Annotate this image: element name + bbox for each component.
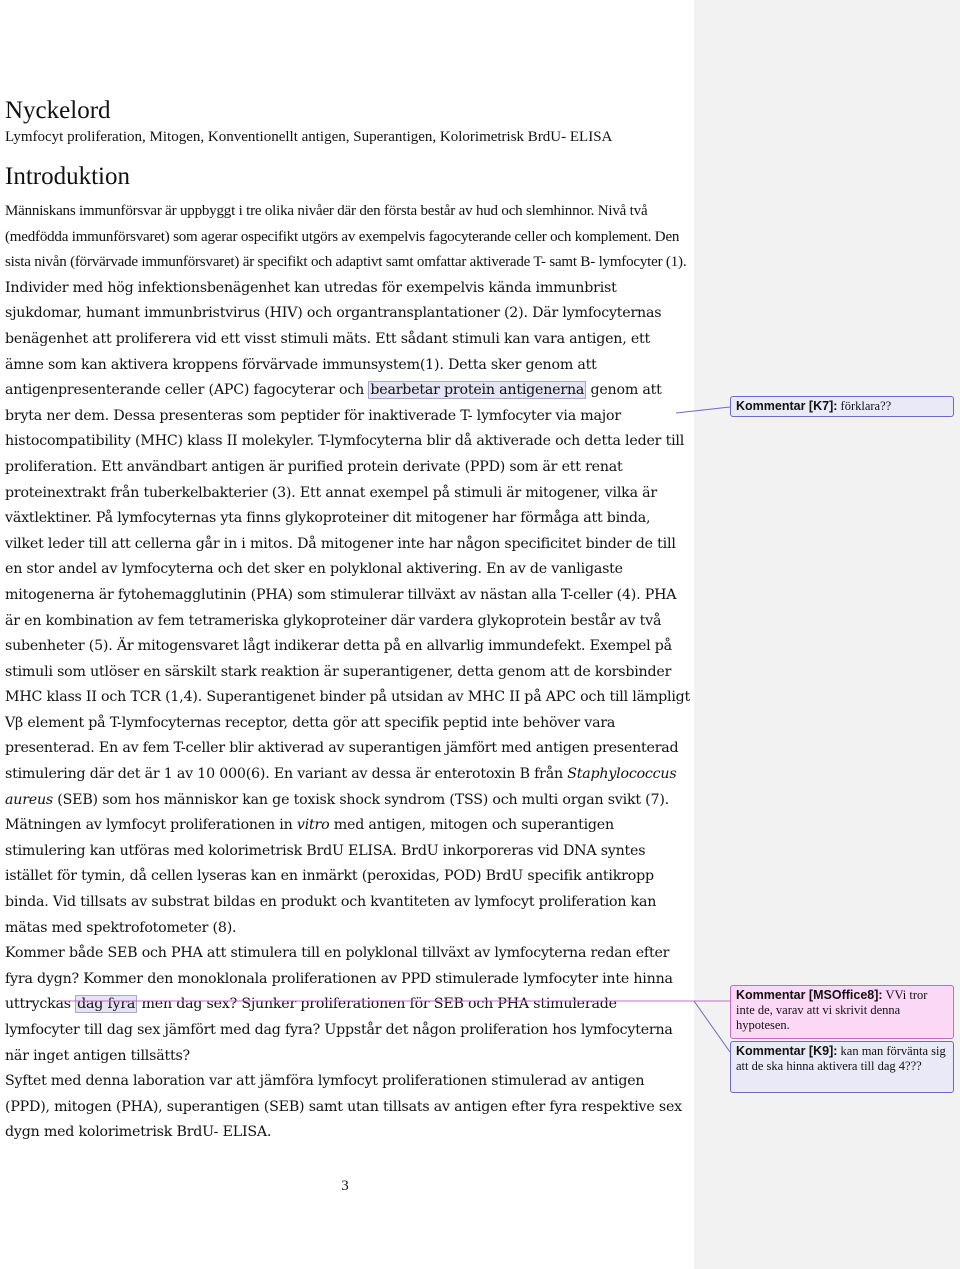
comment-text: VVi tror inte de, varav att vi skrivit denna hypotesen.	[736, 988, 928, 1032]
hypothesis-paragraph	[5, 941, 691, 1069]
comment-label: Kommentar [K9]:	[736, 1044, 838, 1058]
species-name: Staphylococcus aureus	[5, 766, 677, 808]
comment-label: Kommentar [MSOffice8]:	[736, 988, 883, 1002]
hypothesis-text-b: men dag sex? Sjunker proliferationen för SEB och PHA stimulerade lymfocyter till dag sex jämfört med dag fyra? Uppstår det någon proliferation hos lymfocyterna när inget antigen tillsätts?	[5, 996, 673, 1064]
commented-text-k7[interactable]: bearbetar protein antigenerna	[370, 382, 585, 399]
keywords-text: Lymfocyt proliferation, Mitogen, Konventionellt antigen, Superantigen, Kolorimetrisk BrdU- ELISA	[5, 129, 613, 145]
hypothesis-text-a: Kommer både SEB och PHA att stimulera till en polyklonal tillväxt av lymfocyterna redan efter fyra dygn? Kommer den monoklonala proliferationen av PPD stimulerade lymfocyter inte hinna uttryckas	[5, 945, 673, 1013]
intro-text-part-c: genom att bryta ner dem. Dessa presenteras som peptider för inaktiverade T- lymfocyter via major histocompatibility (MHC) klass II molekyler. T-lymfocyterna blir då aktiverade och detta leder till proliferation. Ett användbart antigen är purified protein derivate (PPD) som är ett renat proteinextrakt från tuberkelbakterier (3). Ett annat exempel på stimuli är mitogener, vilka är växtlektiner. På lymfocyternas yta finns glykoproteiner dit mitogener har förmåga att binda, vilket leder till att cellerna går in i mitos. Då mitogener inte har någon specificitet binder de till en stor andel av lymfocyterna och det sker en polyklonal aktivering. En av de vanligaste mitogenerna är fytohemagglutinin (PHA) som stimulerar tillväxt av nästan alla T-celler (4). PHA är en kombination av fem tetrameriska glykoproteiner där vardera glykoprotein består av två subenheter (5). Är mitogensvaret lågt indikerar detta på en allvarlig immundefekt. Exempel på stimuli som utlöser en särskilt stark reaktion är superantigener, detta genom att de korsbinder MHC klass II och TCR (1,4). Superantigenet binder på utsidan av MHC II på APC och till lämpligt Vβ element på T-lymfocyternas receptor, detta gör att specifik peptid inte behöver vara presenterad. En av fem T-celler blir aktiverad av superantigen jämfört med antigen presenterad stimulering där det är 1 av 10 000(6). En variant av dessa är enterotoxin B från	[5, 382, 691, 783]
intro-heading: Introduktion	[5, 163, 130, 190]
comment-k7[interactable]	[730, 396, 954, 417]
intro-paragraph	[5, 199, 691, 941]
intro-text-part-e: med antigen, mitogen och superantigen stimulering kan utföras med kolorimetrisk BrdU ELISA. BrdU inkorporeras vid DNA syntes istället för tymin, då cellen lyseras kan en inmärkt (peroxidas, POD) BrdU specifik antikropp binda. Vid tillsats av substrat bildas en produkt och kvantiteten av lymfocyt proliferation kan mätas med spektrofotometer (8).	[5, 817, 657, 936]
comment-k9[interactable]	[730, 1041, 954, 1093]
in-vitro-term: vitro	[296, 817, 330, 834]
document-body	[5, 95, 691, 1146]
comment-label: Kommentar [K7]:	[736, 399, 838, 413]
intro-text-part-b: Individer med hög infektionsbenägenhet kan utredas för exempelvis kända immunbrist sjukdomar, humant immunbristvirus (HIV) och organtransplantationer (2). Där lymfocyternas benägenhet att proliferera vid ett visst stimuli mäts. Ett sådant stimuli kan vara antigen, ett ämne som kan aktivera kroppens förvärvade immunsystem(1). Detta sker genom att antigenpresenterande celler (APC) fagocyterar och	[5, 279, 662, 399]
page-number: 3	[341, 1178, 349, 1194]
comment-text: förklara??	[837, 399, 892, 413]
keywords-heading: Nyckelord	[5, 97, 111, 124]
intro-text-part-d: (SEB) som hos människor kan ge toxisk shock syndrom (TSS) och multi organ svikt (7). Mätningen av lymfocyt proliferationen in	[5, 791, 669, 834]
intro-text-part-a: Människans immunförsvar är uppbyggt i tre olika nivåer där den första består av hud och slemhinnor. Nivå två (medfödda immunförsvaret) som agerar ospecifikt utgörs av exempelvis fagocyterande celler och komplement. Den sista nivån (förvärvade immunförsvaret) är specifikt och adaptivt samt omfattar aktiverade T- samt B- lymfocyter (1).	[5, 203, 687, 271]
comment-msoffice8[interactable]	[730, 985, 954, 1039]
aim-paragraph: Syftet med denna laboration var att jämföra lymfocyt proliferationen stimulerad av antigen (PPD), mitogen (PHA), superantigen (SEB) samt utan tillsats av antigen efter fyra respektive sex dygn med kolorimetrisk BrdU- ELISA.	[5, 1073, 682, 1141]
commented-text-msoffice8[interactable]: dag fyra	[77, 996, 136, 1013]
comment-text: kan man förvänta sig att de ska hinna aktivera till dag 4???	[736, 1044, 946, 1073]
